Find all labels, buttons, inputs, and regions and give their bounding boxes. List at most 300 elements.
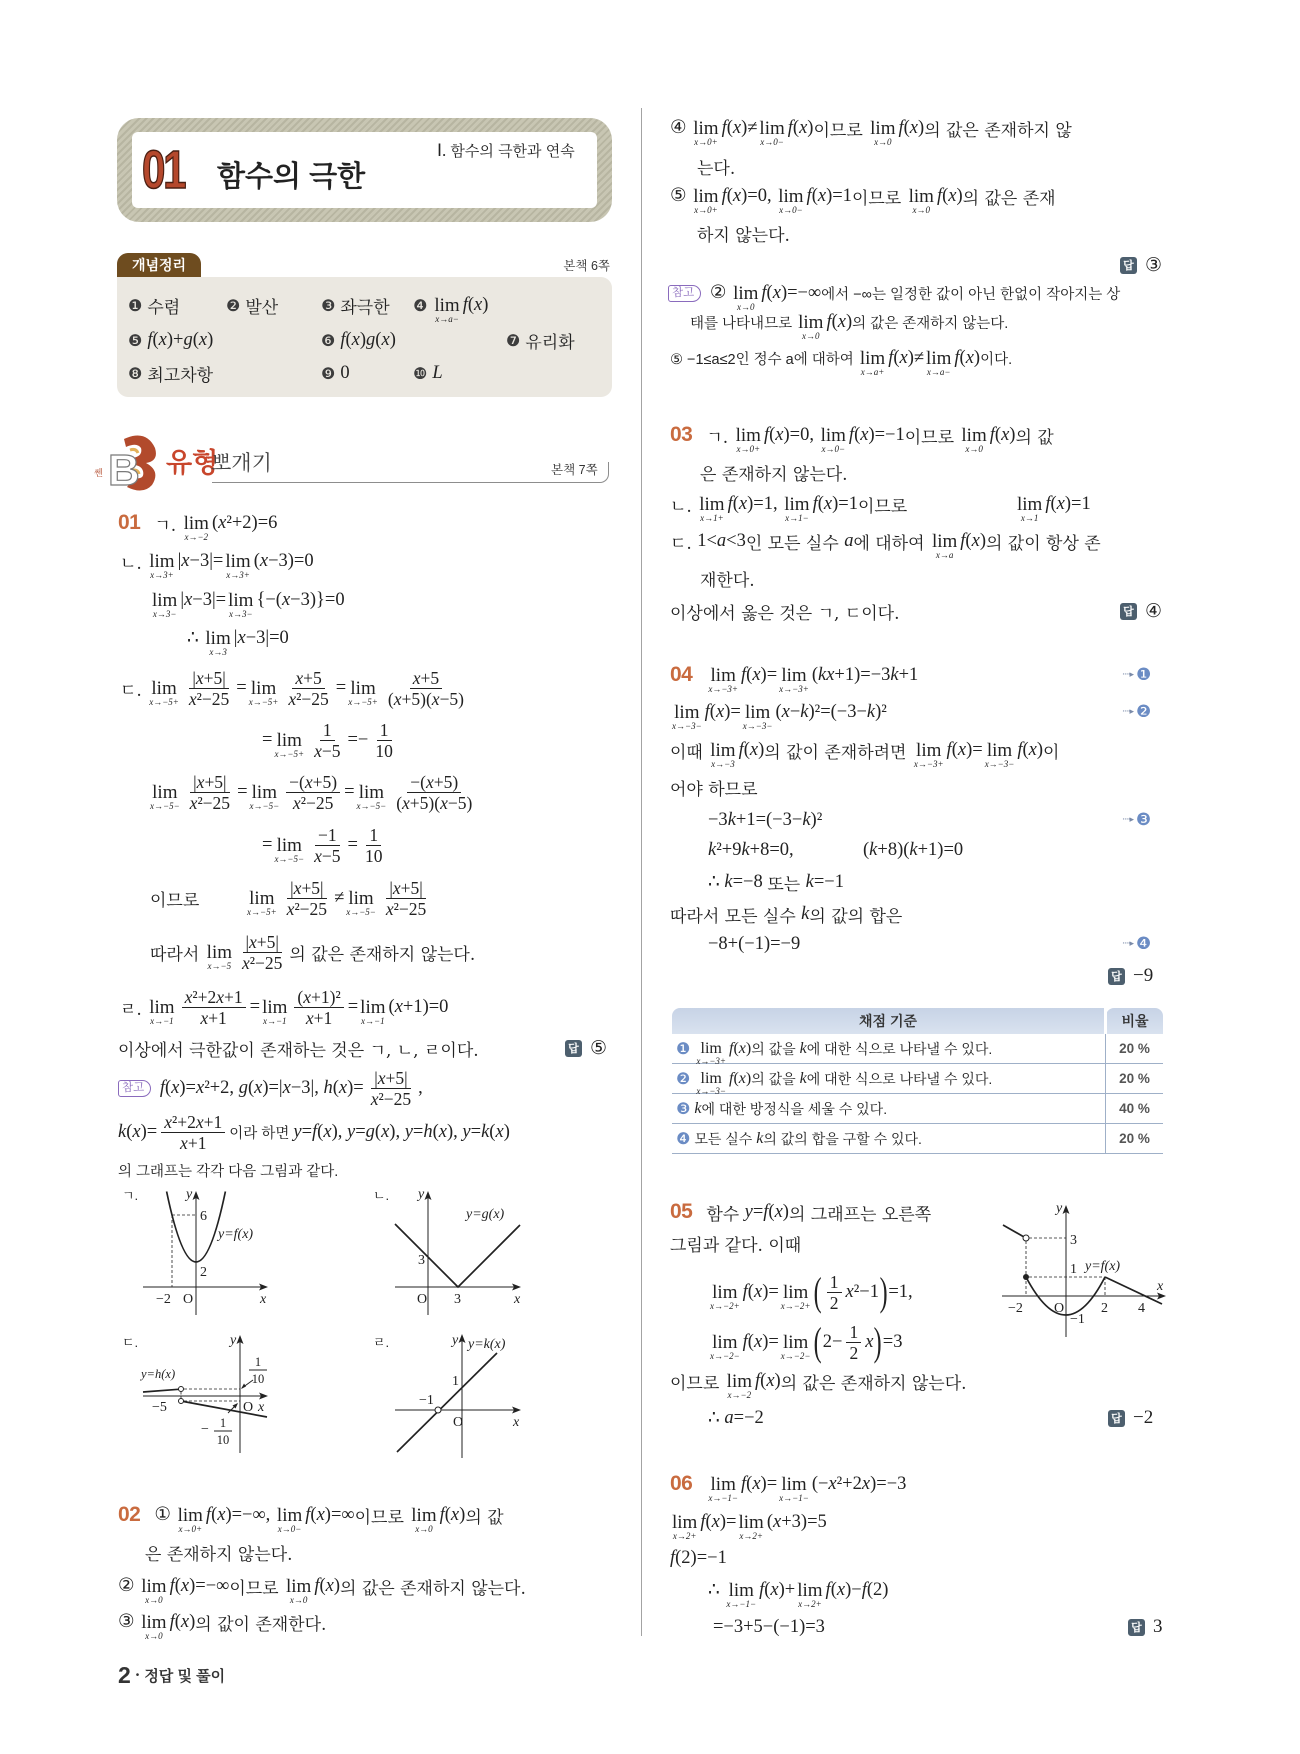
limit-operator [860, 340, 885, 377]
limit-subscript: x→0 [736, 301, 755, 312]
graph-label: ㄱ. [122, 1188, 139, 1203]
math-expression: f(x)g(x) [340, 329, 396, 350]
lim-word: lim [358, 781, 385, 803]
graph-label: ㄷ. [122, 1335, 139, 1350]
limit-subscript: x→a− [926, 366, 951, 377]
limit-subscript: x→0− [821, 443, 846, 454]
limit-subscript: x→−3+ [913, 758, 944, 769]
lim-word: lim [726, 1370, 753, 1392]
criteria-cell [672, 1124, 1106, 1154]
limit-operator [696, 1032, 726, 1066]
fraction-denominator: x²−25 [370, 1088, 412, 1109]
math-expression: f(x) [960, 530, 986, 551]
math-expression: f(x)= [742, 1331, 779, 1352]
limit-operator [759, 110, 784, 147]
limit-operator [286, 1568, 311, 1605]
answer-badge-icon: 답 [1108, 968, 1125, 985]
answer-value: ④ [1145, 600, 1163, 622]
math-expression: f(2)=−1 [670, 1547, 727, 1568]
limit-subscript: x→0 [912, 204, 931, 215]
limit-subscript: x→−3+ [696, 1055, 726, 1066]
limit-subscript: x→−1− [726, 1598, 757, 1609]
criteria-text [694, 1062, 992, 1096]
limit-subscript: x→0+ [178, 1523, 203, 1534]
y-axis-label: y [186, 1187, 193, 1202]
lim-word: lim [700, 1039, 722, 1057]
limit-operator [360, 989, 385, 1026]
text-segment: 이므로 [229, 1578, 284, 1599]
circled-number-icon: ❶ [128, 295, 143, 315]
math-expression: f(x)= [704, 701, 741, 722]
fraction-denominator: 10 [364, 845, 383, 866]
curve-label: y=g(x) [466, 1207, 505, 1222]
graph-label: ㄹ. [373, 1335, 390, 1350]
text-segment: 수렴 [147, 297, 181, 318]
lim-word: lim [434, 294, 460, 316]
y-axis-label: y [418, 1187, 425, 1202]
math-expression: ③ [118, 1612, 140, 1632]
circled-number-icon: ❷ [226, 295, 241, 315]
math-expression: ④ [670, 118, 692, 138]
text-segment: 의 값은 존재하지 않 [924, 120, 1072, 141]
math-expression: f(x) [755, 1370, 781, 1391]
fraction [294, 987, 343, 1028]
text-segment: 최고차항 [147, 365, 214, 386]
lim-word: lim [205, 627, 231, 649]
limit-operator [672, 1504, 697, 1541]
math-expression: f(x) [898, 117, 925, 138]
lim-word: lim [276, 729, 302, 751]
chapter-title-inner [132, 132, 597, 208]
y-axis-label: y [1056, 1201, 1063, 1216]
large-parenthesis: ( [814, 1269, 823, 1314]
criteria-content [672, 1064, 1105, 1096]
limit-subscript: x→3− [152, 608, 177, 619]
math-expression: f(x)=0, [763, 424, 819, 445]
math-expression: k(x)= [118, 1121, 158, 1142]
text-segment: ㄷ. [670, 533, 698, 554]
fraction-denominator: x²−25 [189, 792, 231, 813]
lim-word: lim [699, 493, 725, 515]
fraction-denominator: (x+5)(x−5) [387, 688, 465, 709]
math-expression: ∴ k=−8 [708, 872, 768, 892]
graph-p05-piecewise [995, 1200, 1173, 1345]
math-expression: k [801, 903, 810, 924]
text-segment: 태를 나타내므로 [690, 315, 797, 332]
text-segment: 의 값 [465, 1507, 504, 1528]
limit-subscript: x→−3− [742, 720, 773, 731]
text-segment: 모든 실수 [694, 1130, 757, 1147]
math-expression: = [249, 996, 261, 1017]
curve-label: y=k(x) [468, 1337, 506, 1352]
math-expression: f(x)= [946, 739, 983, 760]
fraction [827, 1272, 842, 1313]
footer-bullet: • [135, 1670, 140, 1681]
fraction [311, 825, 343, 866]
fraction [383, 878, 429, 919]
math-expression: f(x)= [700, 1511, 737, 1532]
x-axis-label: x [514, 1292, 521, 1307]
answer-badge-icon: 답 [1120, 257, 1137, 274]
math-expression: f(x)+g(x) [147, 329, 214, 350]
lim-word: lim [360, 996, 386, 1018]
origin-label: O [183, 1292, 194, 1307]
tick-label: −1 [419, 1393, 434, 1408]
lim-word: lim [870, 117, 896, 139]
lim-word: lim [177, 1504, 203, 1526]
fraction [393, 772, 475, 813]
origin-label: O [243, 1400, 254, 1415]
text-segment: 어야 하므로 [670, 779, 758, 800]
limit-operator [985, 732, 1015, 769]
limit-subscript: x→0 [874, 136, 892, 147]
limit-subscript: x→−5+ [149, 696, 179, 707]
fraction [161, 1112, 225, 1153]
text-segment: ㄷ. [120, 680, 148, 701]
fraction [182, 987, 246, 1028]
note-badge-icon: 참고 [118, 1080, 151, 1097]
math-expression: f(x)= [742, 1281, 779, 1302]
circled-number-icon: ❼ [506, 330, 521, 350]
limit-subscript: x→2+ [672, 1530, 697, 1541]
tick-label: 2 [1101, 1301, 1108, 1316]
limit-operator [781, 1274, 811, 1311]
lim-word: lim [350, 677, 376, 699]
text-segment: 이라 하면 [229, 1125, 294, 1142]
text-segment: 재한다. [700, 570, 755, 591]
fraction-numerator: |x+5| [243, 932, 282, 953]
fraction [385, 668, 467, 709]
math-expression: f(x) [729, 1069, 752, 1087]
answer-value: ③ [1145, 254, 1163, 276]
text-segment: 이므로 [670, 1373, 725, 1394]
limit-operator [357, 774, 387, 811]
limit-operator [932, 523, 957, 560]
limit-operator [727, 1363, 752, 1400]
limit-operator [736, 417, 761, 454]
limit-operator [346, 880, 376, 917]
lim-word: lim [735, 424, 761, 446]
criteria-cell [672, 1064, 1106, 1094]
lim-word: lim [744, 701, 771, 723]
concept-page-ref: 본책 6쪽 [563, 259, 610, 273]
step-number-icon: ❶ [676, 1039, 691, 1058]
text-segment: 이다. [980, 351, 1013, 368]
circled-number-icon: ❺ [128, 330, 143, 350]
lim-word: lim [908, 185, 934, 207]
fraction-denominator: x+1 [200, 1007, 227, 1028]
step-number-icon: ❸ [1135, 810, 1152, 830]
fraction-denominator: x+1 [180, 1132, 207, 1153]
lim-word: lim [728, 1579, 754, 1601]
math-expression: f(x)=−∞ [169, 1575, 230, 1596]
answer-value: ⑤ [590, 1037, 608, 1059]
fraction [846, 1322, 861, 1363]
fraction [285, 668, 331, 709]
limit-operator [961, 417, 986, 454]
chapter-title-box [117, 118, 612, 222]
limit-operator [738, 1504, 763, 1541]
limit-subscript: x→−2+ [710, 1300, 740, 1311]
text-segment: 의 값의 합은 [809, 906, 903, 927]
limit-operator [152, 582, 177, 619]
text-segment: 의 값은 존재 [962, 188, 1056, 209]
problem-number: 06 [670, 1472, 693, 1495]
lim-word: lim [141, 1575, 167, 1597]
limit-subscript: x→0+ [736, 443, 761, 454]
text-segment: 의 값이 존재한다. [195, 1614, 327, 1635]
limit-operator [708, 657, 738, 694]
tick-label: −1 [1070, 1312, 1085, 1327]
ratio-header: 비율 [1106, 1008, 1164, 1034]
text-segment: 은 존재하지 않는다. [145, 1544, 293, 1565]
text-segment: 이상에서 옳은 것은 ㄱ, ㄷ이다. [670, 603, 900, 624]
math-expression: ∴ [708, 1580, 725, 1600]
circled-number-icon: ❹ [413, 295, 428, 315]
text-segment: 는다. [697, 158, 736, 179]
limit-subscript: x→−5+ [248, 696, 279, 707]
circled-number-icon: ❿ [413, 363, 428, 383]
math-expression: f(x)=1 [812, 493, 858, 514]
fraction-denominator: x−5 [314, 740, 341, 761]
fraction [239, 932, 285, 973]
lim-word: lim [781, 1473, 807, 1495]
limit-operator [411, 1497, 436, 1534]
step-number-icon: ❶ [1135, 665, 1152, 685]
fraction-numerator: 1 [320, 720, 335, 741]
limit-subscript: x→0+ [694, 136, 718, 147]
text-segment: 그림과 같다. 이때 [670, 1235, 802, 1256]
math-expression: ∴ a=−2 [708, 1408, 764, 1428]
ratio-cell: 40 % [1106, 1094, 1164, 1124]
limit-operator [914, 732, 944, 769]
math-expression: (x−3)=0 [253, 550, 314, 571]
table-row [672, 1064, 1163, 1094]
math-expression: f(x)=1 [806, 185, 852, 206]
lim-word: lim [778, 185, 804, 207]
answer-badge-icon: 답 [1108, 1410, 1125, 1427]
text-segment: 발산 [245, 297, 279, 318]
limit-subscript: x→−5− [274, 853, 305, 864]
section-title-bold: 유형 [166, 448, 219, 478]
math-expression: f(x) [954, 347, 981, 368]
text-segment: 이 [1043, 742, 1060, 763]
lim-word: lim [759, 117, 785, 139]
minus-sign: − [201, 1422, 209, 1437]
limit-subscript: x→−5+ [348, 696, 378, 707]
math-expression: 1<a<3 [697, 530, 746, 551]
graph-f-parabola [110, 1180, 285, 1320]
criteria-text [694, 1032, 992, 1066]
fraction-numerator: |x+5| [189, 668, 228, 689]
limit-subscript: x→3+ [226, 569, 250, 580]
limit-subscript: x→−3 [711, 758, 735, 769]
fraction-denominator: x+1 [305, 1007, 333, 1028]
text-segment: 따라서 [150, 944, 205, 965]
limit-subscript: x→−5− [150, 800, 180, 811]
fraction-denominator: x²−25 [286, 898, 328, 919]
lim-word: lim [961, 424, 987, 446]
limit-subscript: x→−1− [779, 1492, 809, 1503]
limit-operator [710, 1324, 740, 1361]
math-expression: ② [118, 1576, 140, 1596]
unit-label-text: 함수의 극한과 연속 [446, 143, 575, 160]
curve-label: y=h(x) [141, 1367, 176, 1381]
ratio-cell: 20 % [1106, 1034, 1164, 1064]
text-segment: 함수 [706, 1204, 745, 1225]
problem-number: 05 [670, 1200, 693, 1223]
lim-word: lim [916, 739, 942, 761]
text-segment: 이때 [670, 742, 709, 763]
text-segment: 이므로 [150, 890, 200, 911]
x-axis-label: x [513, 1415, 520, 1430]
math-expression: y=f(x), y=g(x), y=h(x), y=k(x) [293, 1121, 510, 1142]
math-expression: k [799, 1039, 807, 1057]
curve-label: y=f(x) [218, 1227, 254, 1242]
math-expression: f(x) [462, 294, 489, 315]
text-segment: 의 값의 합을 구할 수 있다. [763, 1130, 922, 1147]
text-segment: 이므로 [354, 1507, 410, 1528]
math-expression: 0 [340, 362, 350, 383]
limit-operator [250, 774, 280, 811]
math-expression: f(x) [787, 117, 814, 138]
text-segment: ㄱ. [154, 515, 182, 536]
math-expression: = [347, 996, 359, 1017]
table-header-row [672, 1008, 1163, 1034]
text-segment: 의 값이 존재하려면 [764, 742, 912, 763]
text-segment: 에 대한 식으로 나타낼 수 있다. [806, 1070, 993, 1087]
circled-number-icon: ❾ [321, 363, 336, 383]
page-footer [118, 1662, 225, 1689]
problem-number: 02 [118, 1503, 141, 1526]
problem-number: 01 [118, 511, 141, 534]
limit-operator [1017, 486, 1042, 523]
graph-h-rational [110, 1330, 280, 1460]
math-expression: −3k+1=(−3−k)² [708, 809, 823, 830]
limit-operator [726, 1572, 756, 1609]
graph-k-line [370, 1330, 535, 1465]
fraction [284, 878, 330, 919]
text-segment: 유리화 [525, 332, 575, 353]
fraction-denominator: 10 [216, 1433, 230, 1447]
fraction [186, 668, 232, 709]
math-expression: (−x²+2x)=−3 [811, 1473, 907, 1494]
limit-subscript: x→1 [1020, 512, 1039, 523]
fraction [368, 1068, 414, 1109]
lim-word: lim [225, 550, 251, 572]
limit-operator [926, 340, 951, 377]
math-expression: ① [154, 1505, 176, 1525]
fraction-denominator: x²−25 [292, 792, 334, 813]
limit-operator [434, 287, 459, 324]
limit-operator [693, 110, 718, 147]
fraction-denominator: x²−25 [242, 952, 283, 973]
lim-word: lim [276, 834, 302, 856]
origin-label: O [417, 1292, 428, 1307]
dotted-arrow-icon: ····▸ [1122, 815, 1133, 825]
math-expression: f(x)=1 [1045, 493, 1091, 514]
text-segment: ㄴ. [120, 553, 148, 574]
fraction-numerator: x+5 [292, 668, 324, 689]
lim-word: lim [250, 677, 277, 699]
limit-operator [672, 694, 702, 731]
lim-word: lim [986, 739, 1013, 761]
problem-number: 04 [670, 663, 693, 686]
fraction-numerator: |x+5| [287, 878, 326, 899]
limit-operator [798, 304, 823, 341]
math-expression: y=f(x) [744, 1201, 789, 1222]
lim-word: lim [712, 1331, 738, 1353]
limit-operator [274, 827, 304, 864]
limit-subscript: x→−2− [710, 1350, 740, 1361]
text-segment: 의 값 [1015, 427, 1054, 448]
unit-roman-numeral: Ⅰ. [437, 141, 447, 160]
text-segment: 이므로 [904, 427, 960, 448]
lim-word: lim [149, 996, 175, 1018]
math-expression: f(x) [1017, 739, 1044, 760]
math-expression: f(x)=x²+2, g(x)=|x−3|, h(x)= [159, 1077, 364, 1098]
ratio-cell: 20 % [1106, 1124, 1164, 1154]
text-segment: 의 값은 존재하지 않는다. [780, 1373, 967, 1394]
limit-operator [141, 1604, 166, 1641]
limit-subscript: x→3+ [150, 569, 174, 580]
lim-word: lim [693, 185, 719, 207]
origin-label: O [453, 1415, 464, 1430]
text-segment: 좌극한 [340, 297, 390, 318]
limit-subscript: x→0− [779, 204, 803, 215]
limit-subscript: x→3 [209, 646, 227, 657]
text-segment: 하지 않는다. [697, 225, 790, 246]
lim-word: lim [674, 701, 700, 723]
section-page-ref: 본책 7쪽 [551, 463, 598, 477]
fraction-numerator: 1 [254, 1355, 262, 1369]
lim-word: lim [1017, 493, 1043, 515]
math-expression: (x+3)=5 [766, 1511, 827, 1532]
criteria-content [672, 1034, 1105, 1066]
text-segment: 의 값을 [751, 1040, 800, 1057]
lim-word: lim [251, 781, 277, 803]
math-expression: ∴ [187, 628, 204, 648]
fraction-numerator: −1 [315, 825, 340, 846]
criteria-text [694, 1099, 887, 1119]
lim-word: lim [183, 512, 209, 534]
math-expression: =− [347, 729, 369, 750]
fraction-denominator: x²−25 [385, 898, 427, 919]
column-divider [641, 108, 642, 1636]
limit-operator [710, 732, 735, 769]
lim-word: lim [782, 1281, 809, 1303]
math-expression: , [418, 1077, 423, 1098]
large-parenthesis: ) [879, 1269, 888, 1314]
math-expression: k²+9k+8=0, [708, 839, 794, 860]
criteria-content [672, 1094, 1105, 1123]
limit-subscript: x→1+ [700, 512, 724, 523]
lim-word: lim [149, 550, 175, 572]
tick-label: 1 [1070, 1262, 1077, 1277]
math-expression: f(x)= [741, 664, 778, 685]
math-expression: = [344, 781, 355, 802]
criteria-content [672, 1124, 1105, 1153]
limit-operator [274, 722, 304, 759]
lim-word: lim [262, 996, 288, 1018]
graph-label: ㄴ. [373, 1188, 390, 1203]
limit-subscript: x→−1 [150, 1015, 174, 1026]
limit-subscript: x→0 [289, 1594, 308, 1605]
limit-subscript: x→−2− [780, 1350, 811, 1361]
page-number: 2 [118, 1662, 131, 1688]
math-expression: (kx+1)=−3k+1 [811, 664, 919, 685]
dotted-arrow-icon: ····▸ [1122, 670, 1133, 680]
